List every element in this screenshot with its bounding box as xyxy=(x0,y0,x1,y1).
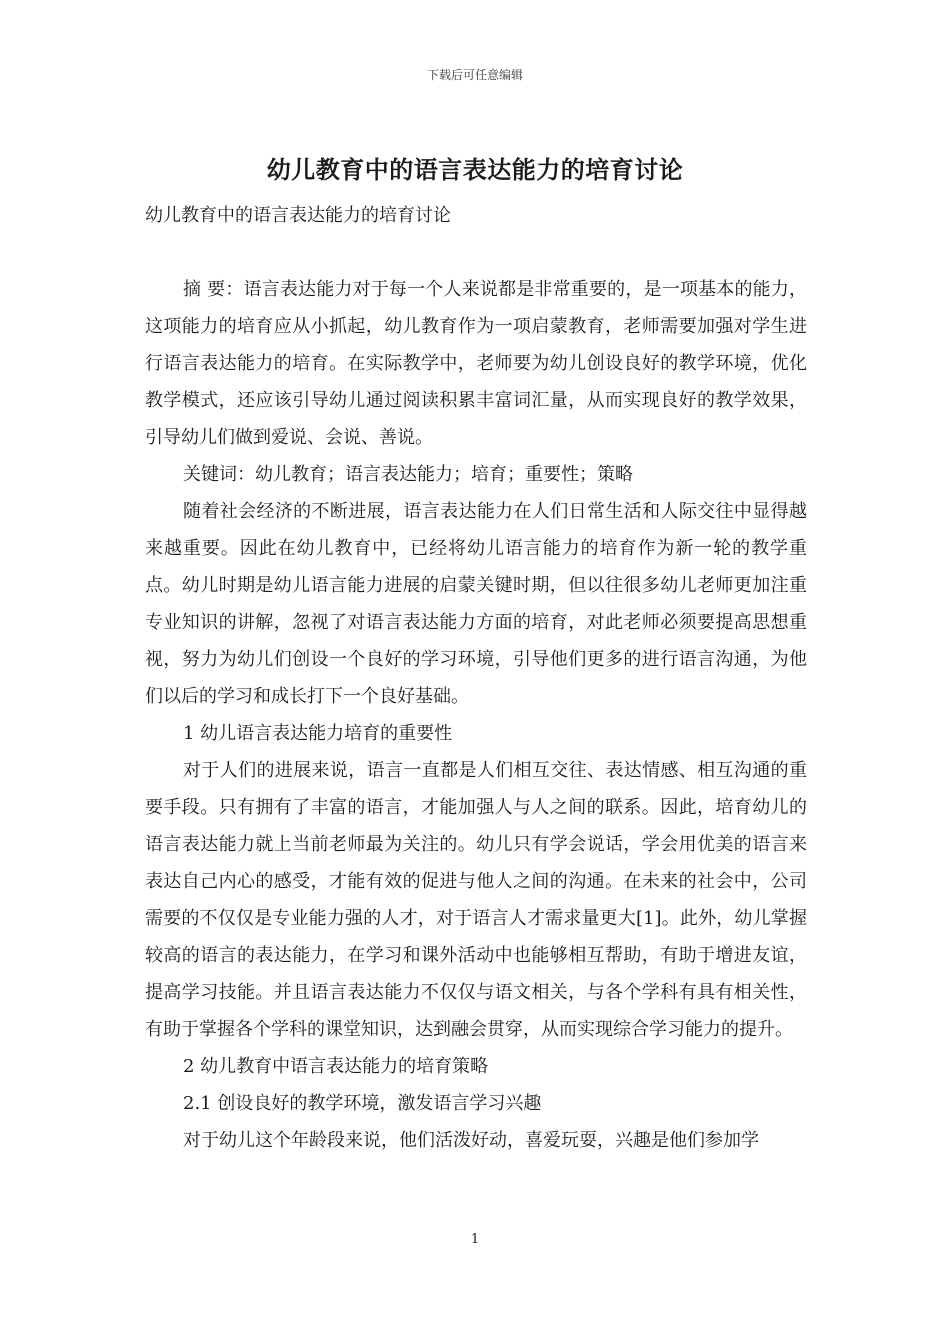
header-note: 下载后可任意编辑 xyxy=(426,68,523,82)
document-subtitle: 幼儿教育中的语言表达能力的培育讨论 xyxy=(145,205,451,226)
section-2-1-paragraph: 对于幼儿这个年龄段来说，他们活泼好动，喜爱玩耍，兴趣是他们参加学 xyxy=(183,1130,759,1151)
intro-paragraph: 随着社会经济的不断进展，语言表达能力在人们日常生活和人际交往中显得越来越重要。因此在幼儿教育中，已经将幼儿语言能力的培育作为新一轮的教学重点。幼儿时期是幼儿语言能力进展的启蒙关键时期，但以往很多幼儿老师更加注重专业知识的讲解，忽视了对语言表达能力方面的培育，对此老师必须要提高思想重视，努力为幼儿们创设一个良好的学习环境，引导他们更多的进行语言沟通，为他们以后的学习和成长打下一个良好基础。 xyxy=(145,501,807,707)
page-number: 1 xyxy=(470,1232,480,1247)
section-1-paragraph: 对于人们的进展来说，语言一直都是人们相互交往、表达情感、相互沟通的重要手段。只有拥有了丰富的语言，才能加强人与人之间的联系。因此，培育幼儿的语言表达能力就上当前老师最为关注的。幼儿只有学会说话，学会用优美的语言来表达自己内心的感受，才能有效的促进与他人之间的沟通。在未来的社会中，公司需要的不仅仅是专业能力强的人才，对于语言人才需求量更大[1]。此外，幼儿掌握较高的语言的表达能力，在学习和课外活动中也能够相互帮助，有助于增进友谊，提高学习技能。并且语言表达能力不仅仅与语文相关，与各个学科有具有相关性，有助于掌握各个学科的课堂知识，达到融会贯穿，从而实现综合学习能力的提升。 xyxy=(145,760,807,1040)
document-body xyxy=(145,197,807,1159)
document-title: 幼儿教育中的语言表达能力的培育讨论 xyxy=(266,156,684,184)
section-2-heading: 2 幼儿教育中语言表达能力的培育策略 xyxy=(183,1056,489,1077)
abstract-paragraph: 摘 要：语言表达能力对于每一个人来说都是非常重要的，是一项基本的能力，这项能力的培育应从小抓起，幼儿教育作为一项启蒙教育，老师需要加强对学生进行语言表达能力的培育。在实际教学中，老师要为幼儿创设良好的教学环境，优化教学模式，还应该引导幼儿通过阅读积累丰富词汇量，从而实现良好的教学效果，引导幼儿们做到爱说、会说、善说。 xyxy=(145,279,807,448)
keywords-line: 关键词：幼儿教育；语言表达能力；培育；重要性；策略 xyxy=(183,464,633,485)
section-2-1-heading: 2.1 创设良好的教学环境，激发语言学习兴趣 xyxy=(183,1093,542,1114)
section-1-heading: 1 幼儿语言表达能力培育的重要性 xyxy=(183,723,453,744)
